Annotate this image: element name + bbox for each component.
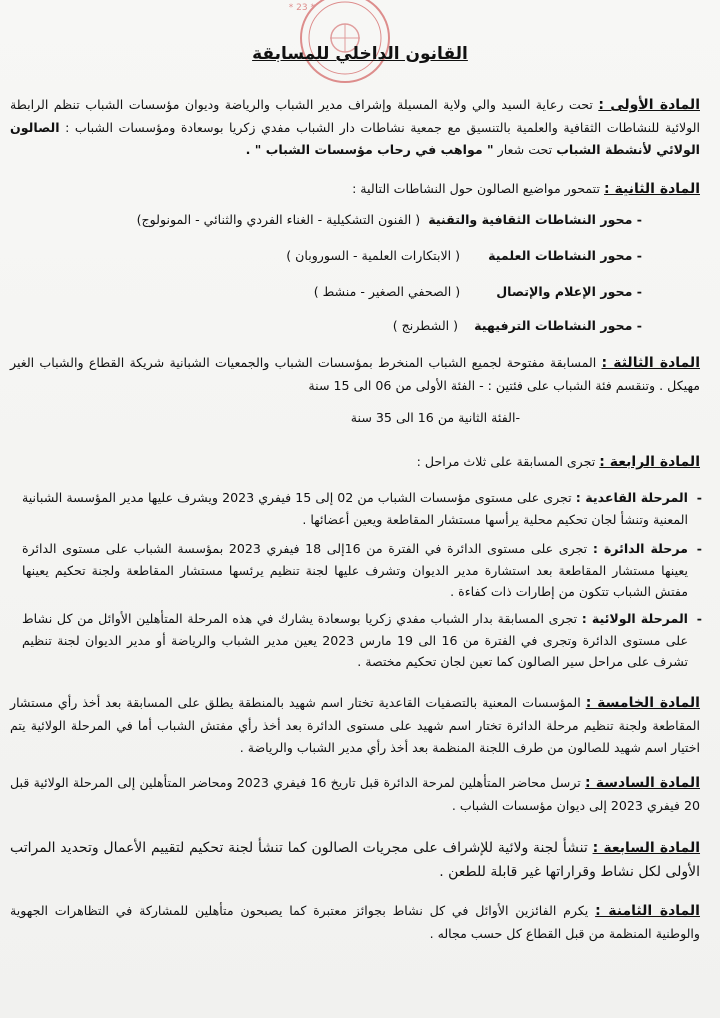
- article-6: [10, 772, 700, 817]
- article-8-label: المادة الثامنة :: [595, 903, 700, 919]
- article-2: [10, 178, 700, 201]
- article-1-label: المادة الأولى :: [598, 97, 700, 113]
- article-6-label: المادة السادسة :: [585, 775, 700, 791]
- phase-item: - مرحلة الدائرة : تجرى على مستوى الدائرة في الفترة من 16إلى 18 فيفري 2023 بمؤسسة الشباب على مستوى الدائرة يعينها مستشار المقاطعة بعد استشارة مدير الديوان وتشرف عليها لجنة تنظيم يرئسها مستشار المقاطعة ولجنة تحكيم يعينها مفتش الشباب تتكون من إطارات ذات كفاءة .: [22, 541, 702, 599]
- svg-text:* 23 *: * 23 *: [288, 3, 315, 13]
- article-4-label: المادة الرابعة :: [599, 454, 700, 470]
- axis-item: - محور الإعلام والإتصال ( الصحفي الصغير - منشط ): [313, 284, 642, 299]
- article-3-text: المسابقة مفتوحة لجميع الشباب المنخرط بمؤسسات الشباب والجمعيات الشبانية شريكة القطاع والشباب الغير مهيكل . وتنقسم فئة الشباب على فئتين : - الفئة الأولى من 06 الى 15 سنة: [10, 355, 700, 393]
- article-1-slogan: " مواهب في رحاب مؤسسات الشباب " .: [245, 142, 494, 157]
- axis-item: - محور النشاطات الترفيهية ( الشطرنج ): [392, 318, 642, 333]
- article-1-slogan-intro: تحت شعار: [497, 142, 553, 157]
- axis-item: - محور النشاطات العلمية ( الابتكارات العلمية - السوروبان ): [286, 248, 642, 263]
- phase-item: - المرحلة الولائية : تجرى المسابقة بدار الشباب مفدي زكريا بوسعادة يشارك في هذه المرحلة المتأهلين الأوائل من كل نشاط على مستوى الدائرة وتجرى في الفترة من 16 الى 19 مارس 2023 يعين مدير الشباب والرياضة أو مدير الديوان لجنة تنظيم تشرف على مراحل سير الصالون كما تعين لجان تحكيم مختصة .: [22, 611, 702, 669]
- article-7-text: تنشأ لجنة ولائية للإشراف على مجريات الصالون كما تنشأ لجنة تحكيم لتقييم الأعمال وتحديد المراتب الأولى لكل نشاط وقراراتها غير قابلة للطعن .: [10, 840, 700, 880]
- article-2-text: تتمحور مواضيع الصالون حول النشاطات التالية :: [352, 181, 600, 196]
- article-3: [10, 352, 700, 397]
- page-title: القانون الداخلي للمسابقة: [252, 44, 468, 64]
- article-6-text: ترسل محاضر المتأهلين لمرحة الدائرة قبل تاريخ 16 فيفري 2023 ومحاضر المتأهلين إلى المرحلة الولائية قبل 20 فيفري 2023 إلى ديوان مؤسسات الشباب .: [10, 775, 700, 813]
- phase-item: - المرحلة القاعدية : تجرى على مستوى مؤسسات الشباب من 02 إلى 15 فيفري 2023 ويشرف عليها مدير المؤسسة الشبانية المعنية وتنشأ لجان تحكيم محلية يرأسها مستشار المقاطعة ويعين أعضائها .: [22, 490, 702, 527]
- axis-item: - محور النشاطات الثقافية والتقنية ( الفنون التشكيلية - الغناء الفردي والثنائي - المونولوج): [136, 212, 642, 227]
- article-7: [10, 836, 700, 884]
- article-7-label: المادة السابعة :: [592, 840, 701, 856]
- article-5-text: المؤسسات المعنية بالتصفيات القاعدية تختار اسم شهيد بالمنطقة يطلق على المسابقة بعد أخذ رأي مستشار المقاطعة ولجنة تنظيم مرحلة الدائرة تختار اسم شهيد على مستوى الدائرة بعد أخذ رأي مفتش الشباب أما في المرحلة الولائية يتم اختيار اسم شهيد للصالون من طرف اللجنة المنظمة بعد أخذ رأي مدير الشباب والرياضة .: [10, 695, 700, 755]
- article-8: [10, 900, 700, 945]
- article-3-category-2: -الفئة الثانية من 16 الى 35 سنة: [350, 410, 520, 425]
- article-2-label: المادة الثانية :: [604, 181, 700, 197]
- article-4: [10, 451, 700, 474]
- article-5-label: المادة الخامسة :: [585, 695, 700, 711]
- article-1-text: تحت رعاية السيد والي ولاية المسيلة وإشراف مدير الشباب والرياضة وديوان مؤسسات الشباب تنظم الرابطة الولائية للنشاطات الثقافية والعلمية بالتنسيق مع جمعية نشاطات دار الشباب مفدي زكريا بوسعادة ومؤسسات الشباب :: [10, 97, 700, 135]
- article-4-text: تجرى المسابقة على ثلاث مراحل :: [416, 454, 596, 469]
- article-3-label: المادة الثالثة :: [601, 355, 700, 371]
- article-1-salon-name: الصالون الولائي لأنشطة الشباب: [10, 119, 700, 157]
- article-5: [10, 692, 700, 760]
- article-8-text: يكرم الفائزين الأوائل في كل نشاط بجوائز معتبرة كما يصبحون متأهلين للمشاركة في التظاهرات الجهوية والوطنية المنظمة من قبل القطاع كل حسب مجاله .: [10, 903, 700, 941]
- article-1: [10, 94, 700, 162]
